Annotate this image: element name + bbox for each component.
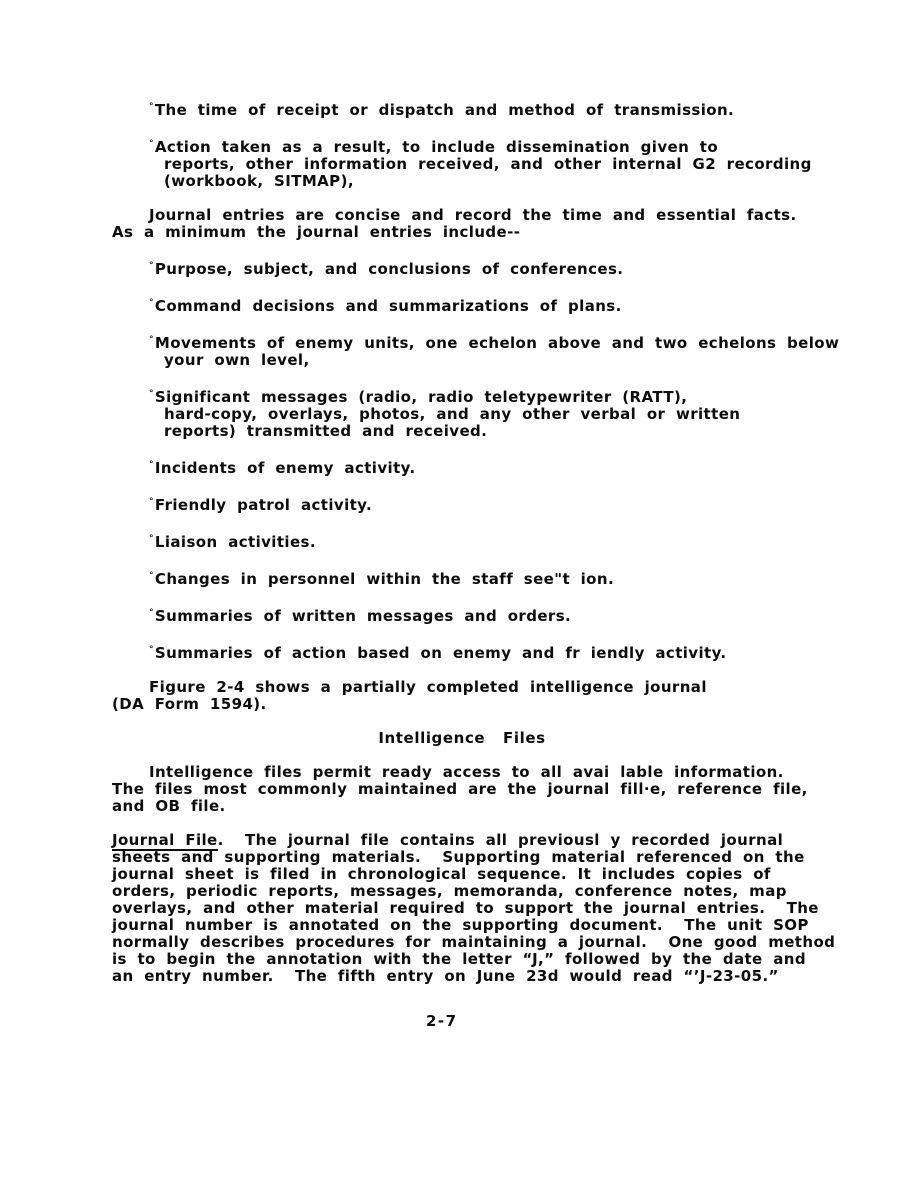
page-number: 2-7 bbox=[426, 1012, 458, 1030]
list-item-line bbox=[149, 136, 812, 156]
degree-bullet-icon: ° bbox=[149, 645, 154, 655]
list-item bbox=[112, 332, 840, 369]
degree-bullet-icon: ° bbox=[149, 608, 154, 618]
list-item bbox=[112, 605, 812, 625]
list-item-line bbox=[149, 494, 812, 514]
paragraph-line: The files most commonly maintained are the journal fill·e, reference file, bbox=[112, 780, 808, 798]
degree-bullet-icon: ° bbox=[149, 534, 154, 544]
degree-bullet-icon: ° bbox=[149, 139, 154, 149]
list-item-line bbox=[149, 295, 812, 315]
list-item-text: Summaries of action based on enemy and fr iendly activity. bbox=[154, 644, 727, 662]
text-column bbox=[112, 99, 840, 1002]
list-item-line bbox=[149, 531, 812, 551]
degree-bullet-icon: ° bbox=[149, 298, 154, 308]
list-item-line bbox=[149, 605, 812, 625]
paragraph-line: journal number is annotated on the supporting document. The unit SOP bbox=[112, 916, 809, 934]
list-item-line bbox=[149, 332, 840, 352]
paragraph-line: As a minimum the journal entries include-- bbox=[112, 223, 521, 241]
paragraph-line: journal sheet is filed in chronological sequence. It includes copies of bbox=[112, 865, 771, 883]
list-item bbox=[112, 568, 812, 588]
list-item-text: Action taken as a result, to include dissemination given to bbox=[154, 138, 719, 156]
degree-bullet-icon: ° bbox=[149, 497, 154, 507]
paragraph-line: is to begin the annotation with the letter “J,” followed by the date and bbox=[112, 950, 806, 968]
list-item-line bbox=[149, 386, 812, 406]
section-heading: Intelligence Files bbox=[378, 729, 546, 747]
list-item-text: Summaries of written messages and orders. bbox=[154, 607, 572, 625]
list-item bbox=[112, 642, 812, 662]
list-item-line bbox=[149, 258, 812, 278]
list-item-text: Changes in personnel within the staff see"t ion. bbox=[154, 570, 615, 588]
paragraph-journal-file bbox=[112, 831, 836, 985]
paragraph-line bbox=[112, 832, 812, 849]
list-item-text: Movements of enemy units, one echelon above and two echelons below bbox=[154, 334, 840, 352]
paragraph-line: orders, periodic reports, messages, memoranda, conference notes, map bbox=[112, 882, 787, 900]
list-item bbox=[112, 99, 812, 119]
list-item bbox=[112, 295, 812, 315]
list-item-line bbox=[149, 457, 812, 477]
list-item bbox=[112, 136, 812, 190]
list-item-line: reports, other information received, and other internal G2 recording bbox=[164, 155, 812, 173]
list-item-text: Purpose, subject, and conclusions of conferences. bbox=[154, 260, 624, 278]
paragraph-line: sheets and supporting materials. Supporting material referenced on the bbox=[112, 848, 805, 866]
degree-bullet-icon: ° bbox=[149, 261, 154, 271]
paragraph-line: overlays, and other material required to support the journal entries. The bbox=[112, 899, 819, 917]
paragraph-line: (DA Form 1594). bbox=[112, 695, 267, 713]
paragraph bbox=[112, 207, 812, 241]
degree-bullet-icon: ° bbox=[149, 460, 154, 470]
list-item-line bbox=[149, 642, 812, 662]
list-item-line: (workbook, SITMAP), bbox=[164, 172, 354, 190]
degree-bullet-icon: ° bbox=[149, 335, 154, 345]
list-item-line bbox=[149, 568, 812, 588]
journal-file-lead: Journal File bbox=[112, 831, 218, 849]
list-item-text: Command decisions and summarizations of plans. bbox=[154, 297, 622, 315]
paragraph-line: Intelligence files permit ready access to all avai lable information. bbox=[149, 763, 784, 781]
degree-bullet-icon: ° bbox=[149, 102, 154, 112]
paragraph bbox=[112, 764, 812, 815]
list-item-text: Incidents of enemy activity. bbox=[154, 459, 416, 477]
paragraph-line: Journal entries are concise and record the time and essential facts. bbox=[149, 206, 797, 224]
paragraph-line: Figure 2-4 shows a partially completed intelligence journal bbox=[149, 678, 707, 696]
list-item bbox=[112, 258, 812, 278]
list-item bbox=[112, 386, 812, 440]
paragraph-line: and OB file. bbox=[112, 797, 226, 815]
degree-bullet-icon: ° bbox=[149, 571, 154, 581]
degree-bullet-icon: ° bbox=[149, 389, 154, 399]
list-item-line: reports) transmitted and received. bbox=[164, 422, 488, 440]
paragraph-line: normally describes procedures for maintaining a journal. One good method bbox=[112, 933, 836, 951]
list-item-text: Liaison activities. bbox=[154, 533, 316, 551]
list-item-line: your own level, bbox=[164, 351, 310, 369]
list-item-line bbox=[149, 99, 812, 119]
paragraph-line: an entry number. The fifth entry on June 23d would read “’J-23-05.” bbox=[112, 967, 779, 985]
list-item-text: Friendly patrol activity. bbox=[154, 496, 373, 514]
list-item-text: The time of receipt or dispatch and method of transmission. bbox=[154, 101, 735, 119]
paragraph bbox=[112, 679, 812, 713]
list-item-line: hard-copy, overlays, photos, and any other verbal or written bbox=[164, 405, 741, 423]
list-item bbox=[112, 457, 812, 477]
list-item bbox=[112, 494, 812, 514]
list-item-text: Significant messages (radio, radio teletypewriter (RATT), bbox=[154, 388, 688, 406]
list-item bbox=[112, 531, 812, 551]
journal-file-lead-rest: . The journal file contains all previousl y recorded journal bbox=[217, 831, 784, 849]
